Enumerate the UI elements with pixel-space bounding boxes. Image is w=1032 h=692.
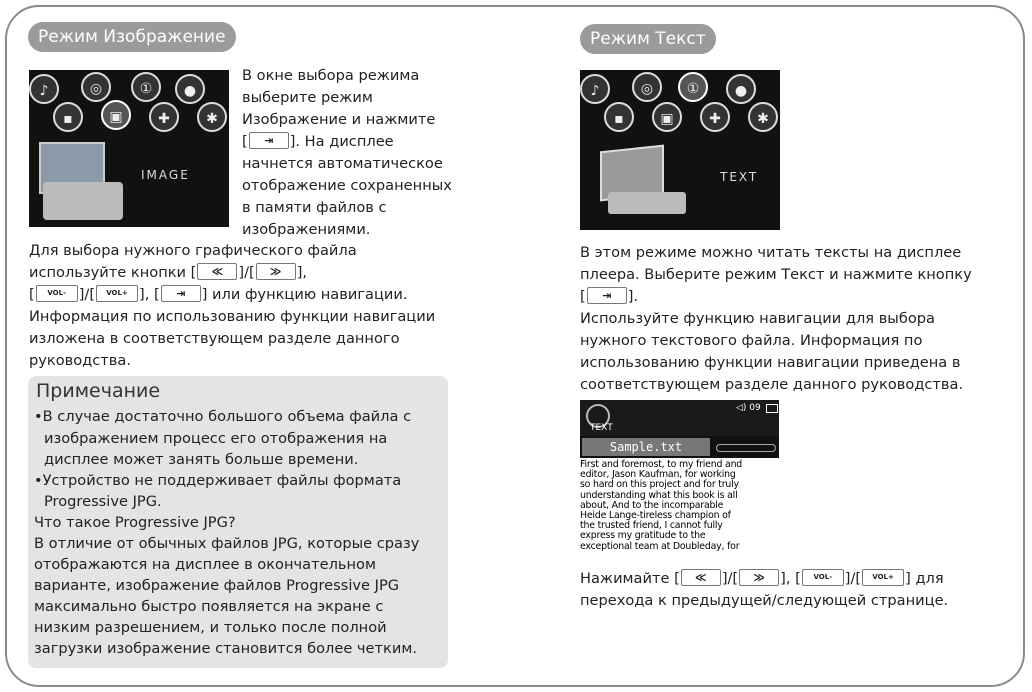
prev-button-icon: ≪: [197, 263, 237, 280]
mic-icon: ●: [726, 74, 756, 104]
text-body-line-2: плеера. Выберите режим Текст и нажмите кнопку: [580, 266, 972, 283]
intro-line-8: изображениями.: [242, 221, 371, 238]
player-text-line: about, And to the incomparable: [580, 499, 724, 511]
footer-line-2: перехода к предыдущей/следующей странице.: [580, 592, 949, 609]
play-button-icon: ⇥: [587, 287, 627, 304]
player-text-line: editor, Jason Kaufman, for working: [580, 469, 736, 481]
battery-icon: [766, 404, 778, 413]
note-line: •Устройство не поддерживает файлы формата: [34, 472, 402, 489]
body-line-1: Для выбора нужного графического файла: [29, 242, 357, 259]
text-mode-label: TEXT: [720, 170, 759, 184]
player-text-line: understanding what this book is all: [580, 489, 738, 501]
body-line-5: изложена в соответствующем разделе данного: [29, 330, 400, 347]
note-line: изображением процесс его отображения на: [44, 430, 388, 447]
body-line-6: руководства.: [29, 352, 131, 369]
player-progress: [716, 444, 776, 452]
text-body-line-1: В этом режиме можно читать тексты на дисплее: [580, 244, 962, 261]
music-icon: ♪: [29, 74, 59, 104]
player-text: [580, 460, 779, 552]
note-line: варианте, изображение файлов Progressive JPG: [34, 577, 400, 594]
intro-line-5: начнется автоматическое: [242, 155, 443, 172]
vol-down-button-icon: VOL-: [802, 569, 844, 586]
text-body-line-3: [ ⇥ ].: [580, 288, 639, 305]
vol-down-button-icon: VOL-: [36, 285, 78, 302]
intro-line-3: Изображение и нажмите: [242, 111, 436, 128]
player-header: [580, 400, 779, 436]
next-button-icon: ≫: [256, 263, 296, 280]
vol-up-button-icon: VOL+: [96, 285, 138, 302]
player-text-line: exceptional team at Doubleday, for: [580, 540, 740, 552]
player-status: ◁) 09: [736, 403, 761, 413]
note-line: •В случае достаточно большого объема файла с: [34, 408, 412, 425]
player-text-line: express my gratitude to the: [580, 530, 706, 542]
gamepad-icon: ✚: [149, 102, 179, 132]
image-mode-badge: Режим Изображение: [28, 22, 236, 52]
note-title: Примечание: [36, 380, 161, 402]
body-line-3: [ VOL- ]/[ VOL+ ], [ ⇥ ] или функцию навигации.: [29, 286, 408, 303]
settings-icon: ✱: [197, 102, 227, 132]
note-line: В отличие от обычных файлов JPG, которые сразу: [34, 535, 420, 552]
camera-icon: ◎: [81, 72, 111, 102]
note-line: Progressive JPG.: [44, 493, 162, 510]
image-icon: ▣: [101, 100, 131, 130]
projector-picture: [43, 182, 123, 220]
player-text-line: First and foremost, to my friend and: [580, 459, 743, 470]
text-body-line-4: Используйте функцию навигации для выбора: [580, 310, 935, 327]
image-mode-screenshot: [29, 70, 229, 227]
player-text-line: the trusted friend, I cannot fully: [580, 520, 723, 532]
mic-icon: ●: [175, 74, 205, 104]
video-icon: ▪: [604, 102, 634, 132]
player-text-line: Heide Lange-tireless champion of: [580, 510, 731, 522]
player-screen: [580, 400, 779, 554]
body-line-4: Информация по использованию функции навигации: [29, 308, 436, 325]
info-icon: ①: [678, 72, 708, 102]
text-body-line-6: использованию функции навигации приведена в: [580, 354, 961, 371]
intro-line-7: в памяти файлов с: [242, 199, 387, 216]
body-line-2: используйте кнопки [ ≪ ]/[ ≫ ],: [29, 264, 308, 281]
player-text-line: so hard on this project and for truly: [580, 479, 739, 491]
prev-button-icon: ≪: [681, 569, 721, 586]
video-icon: ▪: [53, 102, 83, 132]
music-icon: ♪: [580, 74, 610, 104]
info-icon: ①: [131, 72, 161, 102]
note-line: Что такое Progressive JPG?: [34, 514, 236, 531]
play-button-icon: ⇥: [249, 132, 289, 149]
gamepad-icon: ✚: [700, 102, 730, 132]
note-box: [28, 376, 448, 668]
player-filename: Sample.txt: [582, 438, 710, 456]
vol-up-button-icon: VOL+: [862, 569, 904, 586]
note-line: низким разрешением, и только после полной: [34, 619, 387, 636]
text-mode-screenshot: [580, 70, 780, 230]
image-icon: ▣: [652, 102, 682, 132]
keyboard-picture: [608, 192, 686, 214]
intro-line-4: [ ⇥ ]. На дисплее: [242, 133, 394, 150]
play-button-icon: ⇥: [161, 285, 201, 302]
intro-line-1: В окне выбора режима: [242, 67, 420, 84]
note-line: максимально быстро появляется на экране с: [34, 598, 384, 615]
text-body-line-7: соответствующем разделе данного руководства.: [580, 376, 964, 393]
footer-line-1: Нажимайте [ ≪ ]/[ ≫ ], [ VOL- ]/[ VOL+ ] для: [580, 570, 944, 587]
note-line: отображаются на дисплее в окончательном: [34, 556, 376, 573]
text-body-line-5: нужного текстового файла. Информация по: [580, 332, 923, 349]
intro-line-2: выберите режим: [242, 89, 373, 106]
settings-icon: ✱: [748, 102, 778, 132]
text-mode-badge: Режим Текст: [580, 24, 716, 54]
intro-line-6: отображение сохраненных: [242, 177, 452, 194]
image-mode-label: IMAGE: [141, 168, 190, 182]
note-line: загрузки изображение становится более четким.: [34, 640, 417, 657]
camera-icon: ◎: [632, 72, 662, 102]
note-line: дисплее может занять больше времени.: [44, 451, 359, 468]
next-button-icon: ≫: [739, 569, 779, 586]
player-mode-label: TEXT: [590, 423, 613, 433]
